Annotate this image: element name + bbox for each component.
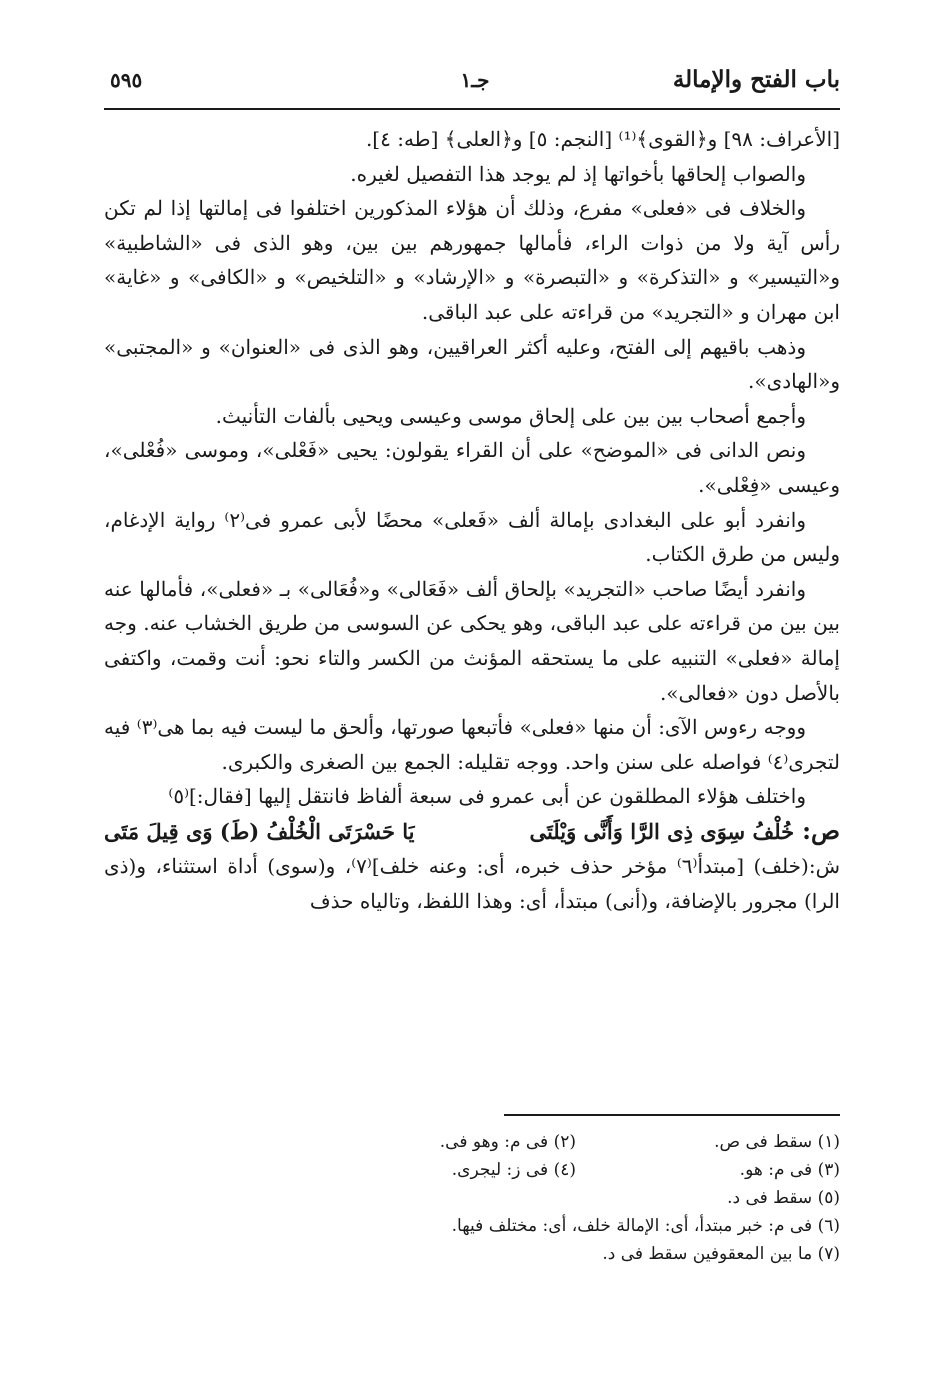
- verse-line: [104, 814, 840, 850]
- footnote-4: (٤) فى ز: ليجرى.: [451, 1160, 576, 1180]
- paragraph: ووجه رءوس الآى: أن منها «فعلى» فأتبعها صورتها، وألحق ما ليست فيه بما هى⁽٣⁾ فيه لتجرى⁽٤⁾ فواصله على سنن واحد. ووجه تقليله: الجمع بين الصغرى والكبرى.: [104, 715, 840, 774]
- footnote-2: (٢) فى م: وهو فى.: [439, 1132, 576, 1152]
- paragraph: والخلاف فى «فعلى» مفرع، وذلك أن هؤلاء المذكورين اختلفوا فى إمالتها إذا لم تكن رأس آية ولا من ذوات الراء، فأمالها جمهورهم بين بين، وهو الذى فى «الشاطبية» و«التيسير» و «التذكرة» و «التبصرة» و «الإرشاد» و «التلخيص» و «الكافى» و «غاية» ابن مهران و «التجريد» من قراءته على عبد الباقى.: [104, 196, 840, 324]
- commentary: [104, 849, 840, 918]
- footnote-3: (٣) فى م: هو.: [739, 1160, 840, 1180]
- paragraph: وانفرد أيضًا صاحب «التجريد» بإلحاق ألف «فَعَالى» و«فُعَالى» بـ «فعلى»، فأمالها عنه بين بين من قراءته على عبد الباقى، وهو يحكى عن السوسى من طريق الخشاب عنه. وجه إمالة «فعلى» التنبيه على ما يستحقه المؤنث من الكسر والتاء نحو: أنت وقمت، واكتفى بالأصل دون «فعالى».: [104, 576, 840, 705]
- footnotes: [104, 1128, 840, 1268]
- paragraph: [الأعراف: ٩٨] و﴿القوى﴾⁽¹⁾ [النجم: ٥] و﴿العلى﴾ [طه: ٤].: [365, 127, 840, 151]
- header-divider: [104, 108, 840, 110]
- paragraph: وأجمع أصحاب بين بين على إلحاق موسى وعيسى ويحيى بألفات التأنيث.: [215, 403, 806, 428]
- footnote-1: (١) سقط فى ص.: [714, 1132, 840, 1152]
- paragraph: والصواب إلحاقها بأخواتها إذ لم يوجد هذا التفصيل لغيره.: [350, 161, 806, 186]
- footnote-6: (٦) فى م: خبر مبتدأ، أى: الإمالة خلف، أى: مختلف فيها.: [451, 1216, 840, 1236]
- footnote-7: (٧) ما بين المعقوفين سقط فى د.: [602, 1244, 840, 1264]
- running-header: [110, 62, 840, 106]
- footnote-row: [104, 1212, 840, 1240]
- paragraph: وذهب باقيهم إلى الفتح، وعليه أكثر العراقيين، وهو الذى فى «العنوان» و «المجتبى» و«الهادى».: [104, 334, 840, 394]
- verse-mark: ص:: [802, 815, 840, 845]
- paragraph: ونص الدانى فى «الموضح» على أن القراء يقولون: يحيى «فَعْلى»، وموسى «فُعْلى»، وعيسى «فِعْلى».: [104, 438, 840, 497]
- footnote-row: [104, 1184, 840, 1212]
- footnote-5: (٥) سقط فى د.: [727, 1188, 840, 1208]
- footnote-row: [104, 1128, 840, 1156]
- footnote-divider: [504, 1114, 840, 1116]
- page-number: ٥٩٥: [110, 68, 143, 92]
- verse-hemistich-second: يَا حَسْرَتَى الْخُلْفُ (طَ) وَى قِيلَ مَتَى: [104, 818, 415, 844]
- volume-number: جـ١: [460, 68, 490, 92]
- footnote-row: [104, 1156, 840, 1184]
- main-text: [104, 122, 840, 919]
- paragraph: وانفرد أبو على البغدادى بإمالة ألف «فَعلى» محضًا لأبى عمرو فى⁽٢⁾ رواية الإدغام، وليس من طرق الكتاب.: [104, 507, 840, 567]
- commentary-text: (خلف) [مبتدأ⁽٦⁾ مؤخر حذف خبره، أى: وعنه خلف]⁽٧⁾، و(سوى) أداة استثناء، و(ذى الرا) مجرور بالإضافة، و(أنى) مبتدأ، أى: وهذا اللفظ، وتالياه حذف: [104, 854, 840, 914]
- chapter-title: باب الفتح والإمالة: [672, 66, 840, 93]
- paragraph: واختلف هؤلاء المطلقون عن أبى عمرو فى سبعة ألفاظ فانتقل إليها [فقال:]⁽٥⁾: [168, 784, 806, 809]
- footnote-row: [104, 1240, 840, 1268]
- verse-hemistich-first: خُلْفُ سِوَى ذِى الرَّا وَأَنَّى وَيْلَتَى: [529, 818, 795, 844]
- commentary-mark: ش:: [808, 854, 841, 879]
